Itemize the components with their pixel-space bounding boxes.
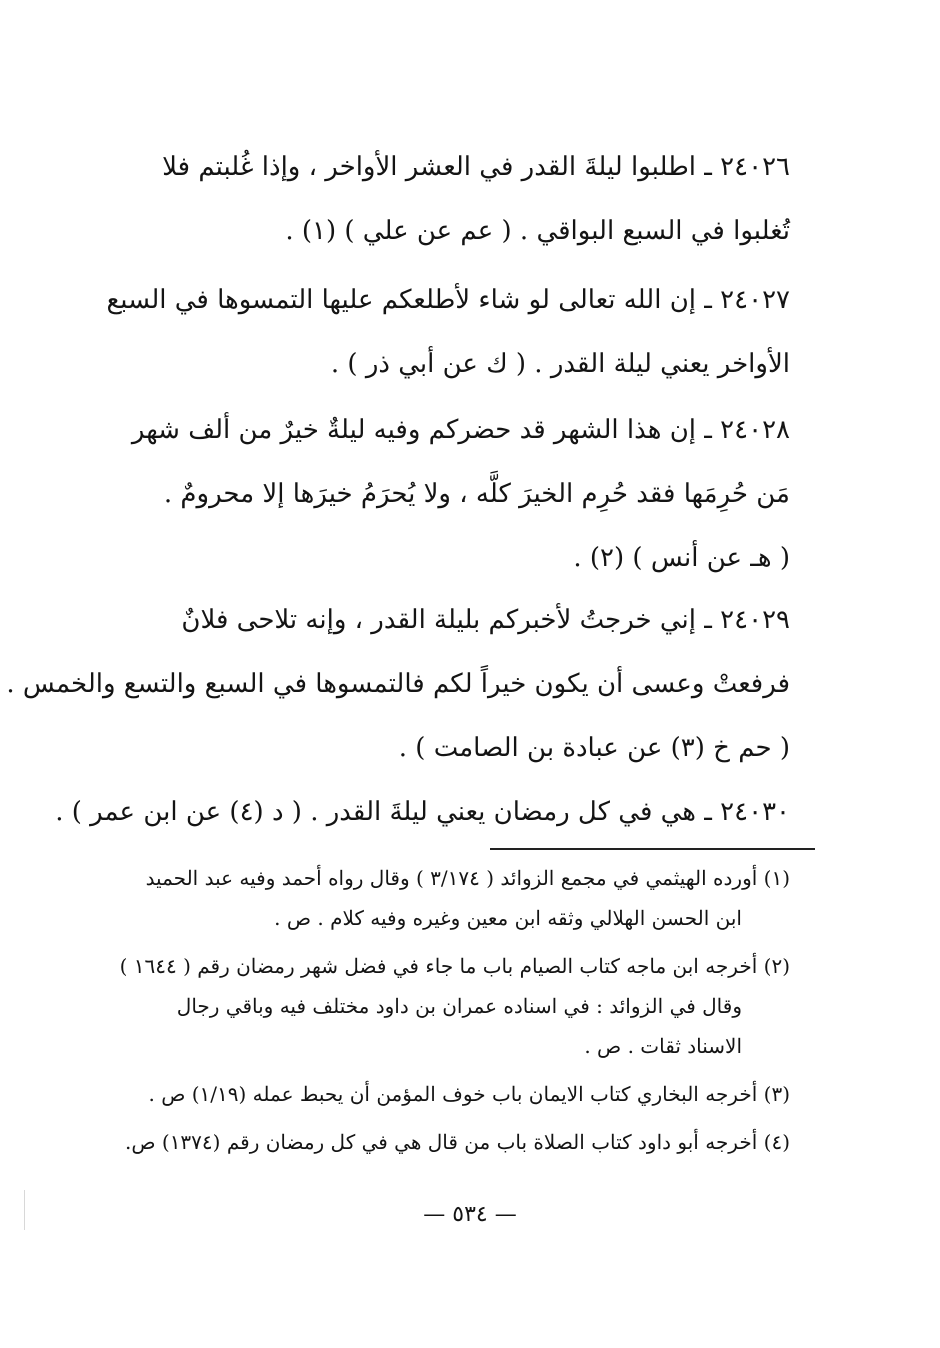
footnote-line: (٤) أخرجه أبو داود كتاب الصلاة باب من قال هي في كل رمضان رقم (١٣٧٤) ص. — [124, 1130, 790, 1154]
hadith-line: ٢٤٠٣٠ ـ هي في كل رمضان يعني ليلةَ القدر . ( د (٤) عن ابن عمر ) . — [55, 797, 790, 827]
hadith-line: ٢٤٠٢٩ ـ إني خرجتُ لأخبركم بليلة القدر ، وإنه تلاحى فلانٌ — [181, 605, 790, 635]
footnote-line: (١) أورده الهيثمي في مجمع الزوائد ( ٣/١٧٤ ) وقال رواه أحمد وفيه عبد الحميد — [145, 866, 790, 890]
footnote-line: (٢) أخرجه ابن ماجه كتاب الصيام باب ما جاء في فضل شهر رمضان رقم ( ١٦٤٤ ) — [119, 954, 790, 978]
page-number: — ٥٣٤ — — [423, 1202, 517, 1227]
hadith-line: ( هـ عن أنس ) (٢) . — [573, 543, 790, 573]
scan-artifact-line — [24, 1190, 25, 1230]
footnote-line: وقال في الزوائد : في اسناده عمران بن داود مختلف فيه وباقي رجال — [176, 994, 742, 1018]
hadith-line: ٢٤٠٢٦ ـ اطلبوا ليلةَ القدر في العشر الأواخر ، وإذا غُلبتم فلا — [162, 152, 790, 182]
hadith-line: مَن حُرِمَها فقد حُرِم الخيرَ كلَّه ، ولا يُحرَمُ خيرَها إلا محرومٌ . — [163, 479, 790, 509]
hadith-24028 — [100, 398, 790, 590]
footnote-line: ابن الحسن الهلالي وثقه ابن معين وغيره وفيه كلام . ص . — [274, 906, 742, 930]
hadith-line: الأواخر يعني ليلة القدر . ( ك عن أبي ذر ) . — [330, 349, 790, 379]
hadith-line: ٢٤٠٢٨ ـ إن هذا الشهر قد حضركم وفيه ليلةٌ خيرٌ من ألف شهر — [131, 415, 790, 445]
footnote-line: (٣) أخرجه البخاري كتاب الايمان باب خوف المؤمن أن يحبط عمله (١/١٩) ص . — [148, 1082, 790, 1106]
hadith-line: فرفعتْ وعسى أن يكون خيراً لكم فالتمسوها في السبع والتسع والخمس . — [6, 669, 790, 699]
hadith-line: ٢٤٠٢٧ ـ إن الله تعالى لو شاء لأطلعكم عليها التمسوها في السبع — [106, 285, 790, 315]
hadith-24029 — [6, 588, 790, 780]
footnote-3 — [100, 1074, 790, 1114]
hadith-24030 — [55, 780, 790, 844]
hadith-line: ( حم خ (٣) عن عبادة بن الصامت ) . — [398, 733, 790, 763]
footnote-separator — [490, 848, 815, 850]
hadith-line: تُغلبوا في السبع البواقي . ( عم عن علي ) (١) . — [285, 216, 790, 246]
footnote-line: الاسناد ثقات . ص . — [584, 1034, 742, 1058]
footnotes — [100, 858, 790, 1170]
footnote-1 — [100, 858, 790, 938]
hadith-24027 — [100, 268, 790, 396]
footnote-2 — [100, 946, 790, 1066]
hadith-24026 — [100, 135, 790, 263]
footnote-4 — [100, 1122, 790, 1162]
